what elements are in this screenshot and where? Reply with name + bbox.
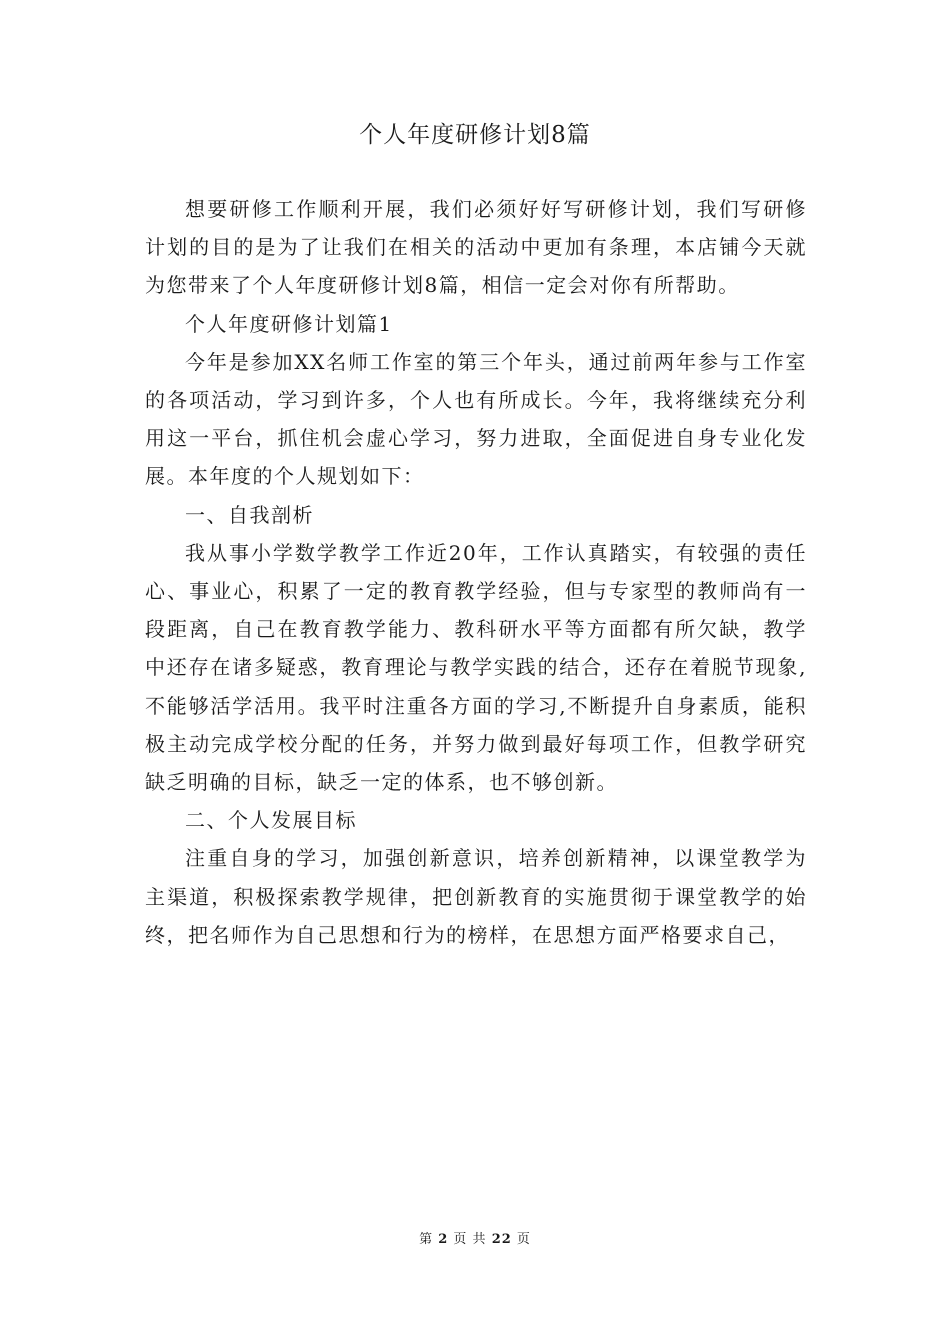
subsection-heading: 二、个人发展目标 (185, 808, 357, 833)
footer-middle: 页 共 (453, 1232, 487, 1247)
intro-paragraph: 想要研修工作顺利开展，我们必须好好写研修计划，我们写研修计划的目的是为了让我们在相关的活动中更加有条理，本店铺今天就为您带来了个人年度研修计划8篇，相信一定会对你有所帮助。 (145, 197, 807, 298)
page-title: 个人年度研修计划8篇 (359, 122, 591, 148)
footer-suffix: 页 (516, 1232, 531, 1247)
page-footer (0, 1230, 950, 1250)
current-page-number: 2 (438, 1232, 449, 1247)
paragraph: 今年是参加XX名师工作室的第三个年头，通过前两年参与工作室的各项活动，学习到许多，个人也有所成长。今年，我将继续充分利用这一平台，抓住机会虚心学习，努力进取，全面促进自身专业化发展。本年度的个人规划如下： (145, 349, 807, 489)
footer-prefix: 第 (419, 1232, 434, 1247)
total-page-number: 22 (491, 1232, 512, 1247)
section-heading: 个人年度研修计划篇1 (185, 311, 393, 336)
document-body (145, 190, 807, 954)
subsection-heading: 一、自我剖析 (185, 502, 314, 527)
paragraph: 注重自身的学习，加强创新意识，培养创新精神，以课堂教学为主渠道，积极探索教学规律，把创新教育的实施贯彻于课堂教学的始终，把名师作为自己思想和行为的榜样，在思想方面严格要求自己， (145, 846, 807, 947)
paragraph: 我从事小学数学教学工作近20年，工作认真踏实，有较强的责任心、事业心，积累了一定的教育教学经验，但与专家型的教师尚有一段距离，自己在教育教学能力、教科研水平等方面都有所欠缺，教学中还存在诸多疑惑，教育理论与教学实践的结合，还存在着脱节现象,不能够活学活用。我平时注重各方面的学习,不断提升自身素质，能积极主动完成学校分配的任务，并努力做到最好每项工作，但教学研究缺乏明确的目标，缺乏一定的体系，也不够创新。 (145, 540, 807, 795)
